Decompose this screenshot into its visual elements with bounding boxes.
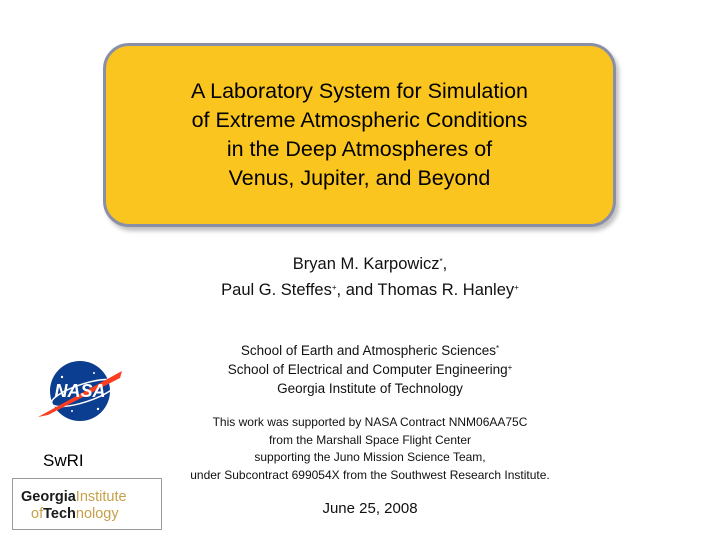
author-name: Paul G. Steffes [221, 281, 332, 299]
author-name: Bryan M. Karpowicz [292, 255, 440, 273]
affiliation [140, 379, 600, 398]
gt-logo-text: of [31, 506, 44, 522]
affil-mark: + [507, 363, 513, 372]
authors [140, 251, 600, 303]
affil-mark: * [496, 344, 500, 353]
support-line: under Subcontract 699054X from the Southwest Research Institute. [190, 467, 550, 482]
slide-title [191, 77, 528, 193]
georgia-tech-logo [12, 478, 162, 530]
presentation-date: June 25, 2008 [322, 500, 418, 517]
nasa-logo-text: NASA [54, 381, 106, 401]
affiliation-text: Georgia Institute of Technology [277, 381, 463, 396]
author-sep: , [442, 255, 448, 273]
affil-mark: + [514, 283, 519, 292]
gt-logo-text: nology [75, 506, 119, 522]
gt-logo-text: Tech [43, 506, 76, 522]
title-line: of Extreme Atmospheric Conditions [191, 108, 528, 132]
title-line: in the Deep Atmospheres of [226, 137, 493, 161]
support-line: supporting the Juno Mission Science Team, [254, 450, 486, 464]
support-line: from the Marshall Space Flight Center [268, 432, 472, 447]
affiliation-text: School of Electrical and Computer Engineering [227, 362, 508, 377]
gt-logo-line [31, 506, 119, 522]
affil-mark: + [331, 283, 337, 292]
support-statement [140, 414, 600, 484]
gt-logo-text: Institute [75, 489, 127, 505]
affiliation-text: School of Earth and Atmospheric Sciences [240, 343, 497, 358]
title-line: A Laboratory System for Simulation [191, 79, 528, 103]
title-line: Venus, Jupiter, and Beyond [228, 166, 491, 190]
author-line-2 [140, 277, 600, 303]
affiliation [140, 341, 600, 360]
title-box [103, 43, 616, 227]
gt-logo-line [21, 489, 127, 505]
nasa-logo [24, 351, 136, 431]
swri-logo: SwRI [43, 451, 84, 470]
affil-mark: * [439, 257, 443, 266]
affiliation [140, 360, 600, 379]
gt-logo-text: Georgia [21, 489, 76, 505]
author-line-1 [140, 251, 600, 277]
author-name: , and Thomas R. Hanley [336, 281, 515, 299]
affiliations [140, 341, 600, 398]
support-line: This work was supported by NASA Contract NNM06AA75C [212, 415, 528, 429]
